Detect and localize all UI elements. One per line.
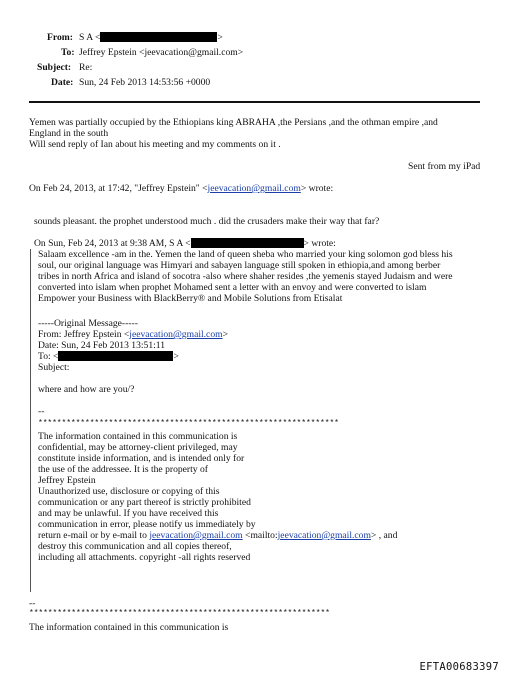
disclaimer-line: communication or any part thereof is strictly prohibited <box>38 497 251 508</box>
quote2-intro-end: > wrote: <box>303 238 336 249</box>
disclaimer2-line: The information contained in this communication is <box>29 622 229 633</box>
original-to <box>38 351 179 362</box>
quote1-intro-text: On Feb 24, 2013, at 17:42, "Jeffrey Epstein" < <box>29 183 208 194</box>
subject-value: Re: <box>79 62 93 73</box>
redaction-block <box>191 238 304 248</box>
subject-label: Subject: <box>37 62 72 73</box>
disclaimer-line: and may be unlawful. If you have received this <box>38 508 219 519</box>
original-to-end: > <box>173 351 179 362</box>
quote1-intro-end: > wrote: <box>300 183 334 194</box>
email-link[interactable]: jeevacation@gmail.com <box>207 183 301 194</box>
original-from-text: From: Jeffrey Epstein < <box>38 329 130 340</box>
date-label: Date: <box>51 77 74 88</box>
original-from-end: > <box>222 329 228 340</box>
body-line-3: Will send reply of Ian about his meeting and my comments on it . <box>29 139 281 150</box>
disclaimer-line: confidential, may be attorney-client privileged, may <box>38 442 238 453</box>
original-from <box>38 329 228 340</box>
quote2-intro <box>34 238 336 249</box>
quote2-intro-text: On Sun, Feb 24, 2013 at 9:38 AM, S A < <box>34 238 191 249</box>
date-value: Sun, 24 Feb 2013 14:53:56 +0000 <box>79 77 211 88</box>
from-name: S A < <box>79 32 101 43</box>
disclaimer-line: communication in error, please notify us immediately by <box>38 519 256 530</box>
disclaimer-line: destroy this communication and all copies thereof, <box>38 541 232 552</box>
quote-bar <box>30 249 31 592</box>
quote2-line: soul, our original language was Himyari and sabayen language still spoken in ethiopia,and among berber <box>38 260 441 271</box>
to-value: Jeffrey Epstein <jeevacation@gmail.com> <box>79 47 244 58</box>
disclaimer-line: The information contained in this communication is <box>38 431 238 442</box>
body-line-1: Yemen was partially occupied by the Ethiopians king ABRAHA ,the Persians ,and the othman empire ,and <box>29 117 438 128</box>
from-close: > <box>217 32 223 43</box>
redaction-block <box>58 351 173 361</box>
signature-dashes: -- <box>29 598 36 609</box>
original-date: Date: Sun, 24 Feb 2013 13:51:11 <box>38 340 166 351</box>
to-label: To: <box>61 47 75 58</box>
asterisk-line: **************************************************************** <box>38 419 339 428</box>
original-header: -----Original Message----- <box>38 318 138 329</box>
disclaimer-line: including all attachments. copyright -all rights reserved <box>38 552 251 563</box>
disclaimer-line: constitute inside information, and is intended only for <box>38 453 245 464</box>
original-subject: Subject: <box>38 362 70 373</box>
document-id: EFTA00683397 <box>419 661 499 673</box>
disclaimer-line: the use of the addressee. It is the property of <box>38 464 208 475</box>
header-divider <box>29 101 480 103</box>
email-link[interactable]: jeevacation@gmail.com <box>277 530 371 541</box>
quote2-line: Empower your Business with BlackBerry® and Mobile Solutions from Etisalat <box>38 293 343 304</box>
sent-from: Sent from my iPad <box>408 161 481 172</box>
email-link[interactable]: jeevacation@gmail.com <box>129 329 223 340</box>
quote1-intro <box>29 183 333 194</box>
return-text: return e-mail or by e-mail to <box>38 530 150 541</box>
disclaimer-return-line <box>38 530 397 541</box>
email-link[interactable]: jeevacation@gmail.com <box>149 530 243 541</box>
redaction-block <box>100 32 217 42</box>
quote2-line: Salaam excellence -am in the. Yemen the land of queen sheba who married your king solomon god bless his <box>38 249 453 260</box>
body-line-2: England in the south <box>29 128 109 139</box>
quote1-text: sounds pleasant. the prophet understood much . did the crusaders make their way that far? <box>34 216 380 227</box>
original-to-text: To: < <box>38 351 59 362</box>
quote2-line: converted into islam when prophet Mohamed sent a letter with an envoy and were converted to islam <box>38 282 427 293</box>
disclaimer-line: Unauthorized use, disclosure or copying of this <box>38 486 220 497</box>
disclaimer-line: Jeffrey Epstein <box>38 475 96 486</box>
asterisk-line: **************************************************************** <box>29 609 330 618</box>
from-label: From: <box>47 32 73 43</box>
signature-dashes: -- <box>38 406 45 417</box>
from-value <box>79 32 223 43</box>
return-end: > , and <box>370 530 398 541</box>
original-message: where and how are you/? <box>38 384 135 395</box>
quote2-line: tribes in north Africa and island of socotra -also where shaher resides ,the yemenis stayed Judaism and were <box>38 271 453 282</box>
return-mid: <mailto: <box>242 530 278 541</box>
